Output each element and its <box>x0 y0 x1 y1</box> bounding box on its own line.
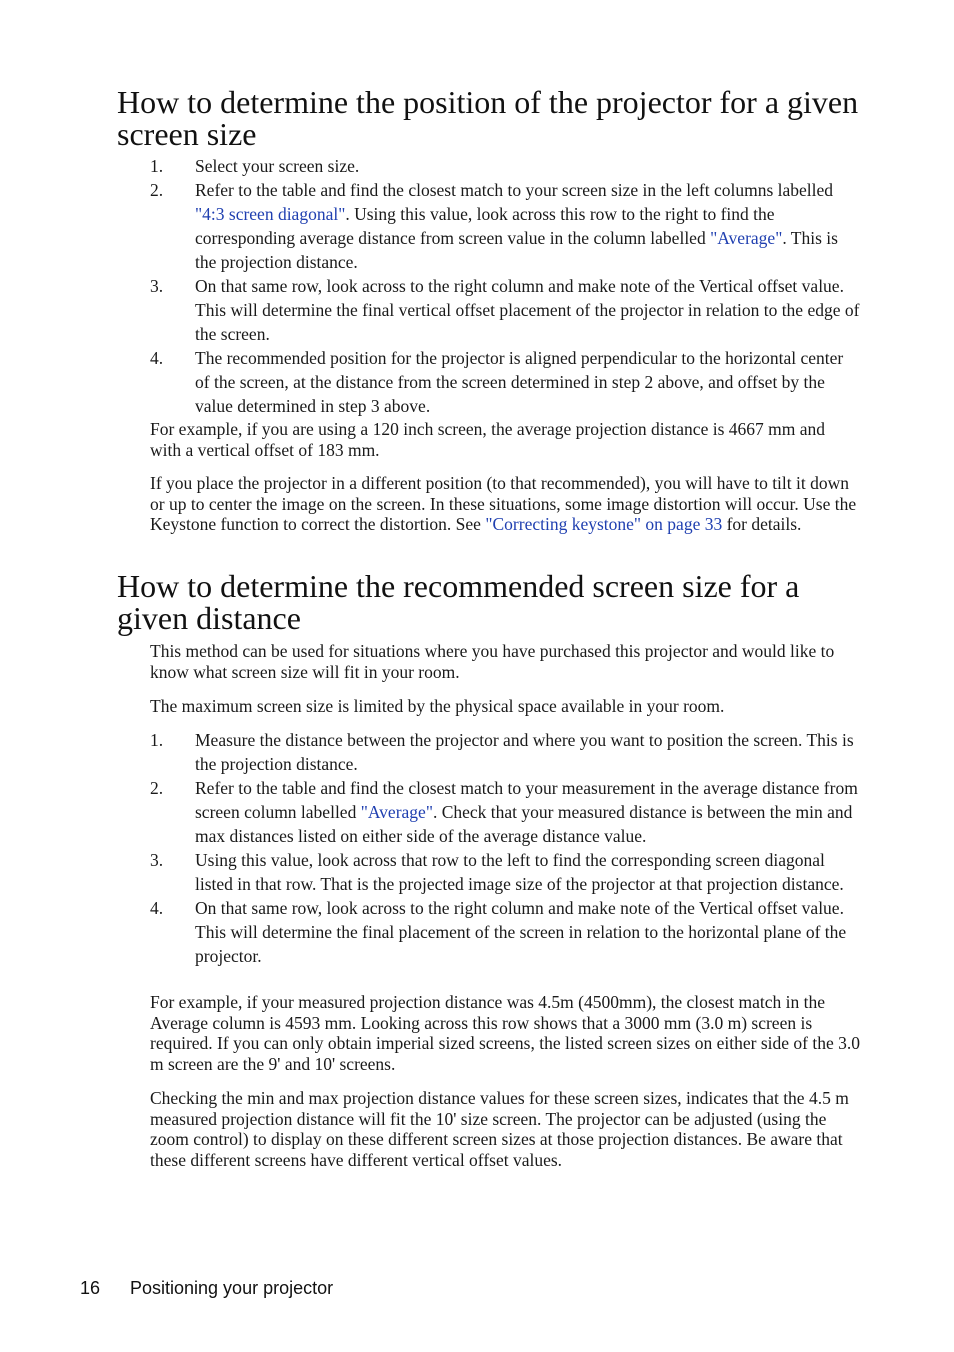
text-run: Measure the distance between the projector and where you want to position the screen. This is the projection distance. <box>195 730 854 774</box>
section1-heading: How to determine the position of the projector for a given screen size <box>117 84 859 152</box>
text-run: If you place the projector in a different position (to that recommended), you will have to tilt it down or up to center the image on the screen. In these situations, some image distortion will occur. Use the Keystone function to correct the distortion. See <box>150 473 857 535</box>
list-item-number: 3. <box>150 276 164 296</box>
cross-reference-link[interactable]: "Correcting keystone" on page 33 <box>485 514 723 535</box>
text-run: For example, if your measured projection distance was 4.5m (4500mm), the closest match in the Average column is 4593 mm. Looking across this row shows that a 3000 mm (3.0 m) screen is required. If you can only obtain imperial sized screens, the listed screen sizes on either side of the 3.0 m screen are the 9' and 10' screens. <box>150 992 860 1074</box>
page-number: 16 <box>80 1278 101 1298</box>
list-item-number: 1. <box>150 156 164 176</box>
list-item <box>150 346 860 418</box>
text-run: for details. <box>722 514 802 535</box>
text-run: The recommended position for the projector is aligned perpendicular to the horizontal center of the screen, at the distance from the screen determined in step 2 above, and offset by the value determined in step 3 above. <box>195 348 844 416</box>
list-item <box>150 178 860 274</box>
cross-reference-link[interactable]: "4:3 screen diagonal" <box>195 204 346 224</box>
text-run: The maximum screen size is limited by the physical space available in your room. <box>150 696 725 716</box>
section2-example-block <box>150 992 860 1074</box>
list-item <box>150 154 860 178</box>
text-run: Refer to the table and find the closest match to your screen size in the left columns labelled <box>195 180 834 200</box>
text-run: This method can be used for situations where you have purchased this projector and would like to know what screen size will fit in your room. <box>150 641 835 682</box>
cross-reference-link[interactable]: "Average" <box>360 802 433 822</box>
section1-tilt-block <box>150 473 860 535</box>
section1-tilt-paragraph <box>150 473 860 535</box>
section1-steps <box>150 154 860 418</box>
text-run: On that same row, look across to the right column and make note of the Vertical offset value. This will determine the final vertical offset placement of the projector in relation to the edge of the screen. <box>195 276 860 344</box>
section2-check-paragraph <box>150 1088 860 1170</box>
section2-limit-block <box>150 696 860 717</box>
list-item <box>150 776 860 848</box>
list-item-number: 2. <box>150 778 164 798</box>
text-run: Refer to the table and find the closest match to your measurement in the average distance from screen column labelled <box>195 778 858 822</box>
text-run: . Check that your measured distance is between the min and max distances listed on either side of the average distance value. <box>195 802 853 846</box>
footer-section-title: Positioning your projector <box>130 1278 334 1298</box>
text-run: Using this value, look across that row to the left to find the corresponding screen diagonal listed in that row. That is the projected image size of the projector at that projection distance. <box>195 850 844 894</box>
list-item-number: 1. <box>150 730 164 750</box>
cross-reference-link[interactable]: "Average" <box>710 228 783 248</box>
section2-heading: How to determine the recommended screen size for a given distance <box>117 568 800 636</box>
section2-example-paragraph <box>150 992 860 1074</box>
section1-steps-block <box>150 154 860 418</box>
text-run: On that same row, look across to the right column and make note of the Vertical offset value. This will determine the final placement of the screen in relation to the horizontal plane of the projector. <box>195 898 847 966</box>
list-item-number: 2. <box>150 180 164 200</box>
text-run: Select your screen size. <box>195 156 360 176</box>
section2-check-block <box>150 1088 860 1170</box>
list-item <box>150 848 860 896</box>
list-item <box>150 274 860 346</box>
section2-intro-block <box>150 641 860 682</box>
list-item-number: 4. <box>150 348 164 368</box>
list-item-number: 4. <box>150 898 164 918</box>
text-run: . This is the projection distance. <box>195 228 838 272</box>
list-item <box>150 728 860 776</box>
section2-intro-paragraph <box>150 641 860 682</box>
section2-limit-paragraph <box>150 696 860 717</box>
list-item <box>150 896 860 968</box>
text-run: . Using this value, look across this row to the right to find the corresponding average distance from screen value in the column labelled <box>195 204 775 248</box>
page-footer <box>80 1277 333 1299</box>
section2-steps <box>150 728 860 968</box>
text-run: Checking the min and max projection distance values for these screen sizes, indicates that the 4.5 m measured projection distance will fit the 10' size screen. The projector can be adjusted (using the zoom control) to display on these different screen sizes at those projection distances. Be aware that these different screens have different vertical offset values. <box>150 1088 849 1170</box>
list-item-number: 3. <box>150 850 164 870</box>
section1-example-paragraph <box>150 419 860 460</box>
section1-example-block <box>150 419 860 460</box>
section2-steps-block <box>150 728 860 968</box>
text-run: For example, if you are using a 120 inch screen, the average projection distance is 4667 mm and with a vertical offset of 183 mm. <box>150 419 825 460</box>
